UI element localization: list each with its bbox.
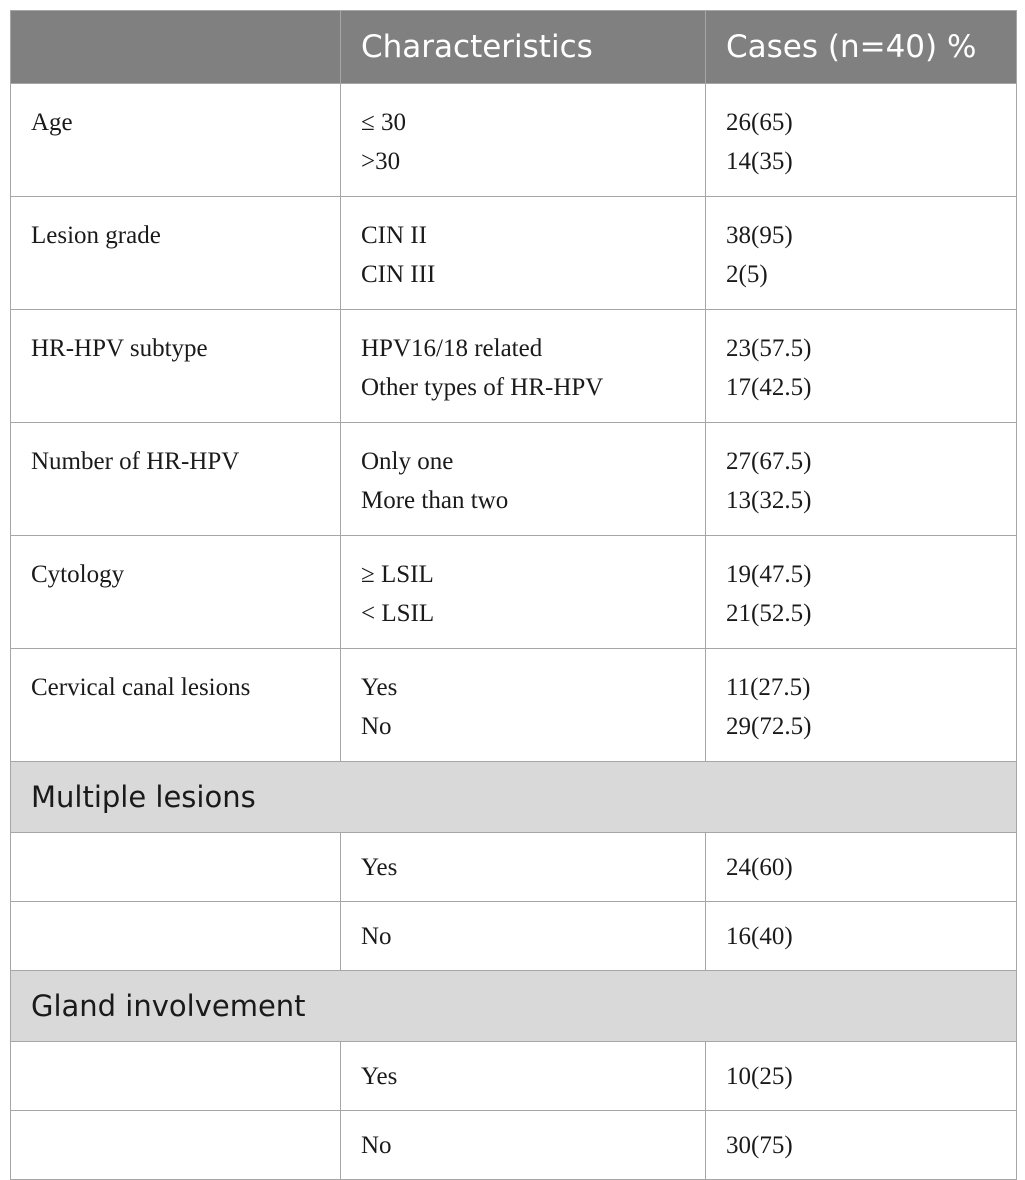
- row-value: 10(25): [706, 1042, 1017, 1111]
- option-line: Yes: [361, 674, 398, 701]
- option-line: No: [361, 713, 392, 740]
- row-label: HR-HPV subtype: [11, 310, 341, 423]
- value-line: 14(35): [726, 148, 793, 175]
- row-option: Yes: [341, 1042, 706, 1111]
- row-options: [341, 84, 706, 197]
- header-empty-cell: [11, 11, 341, 84]
- row-option: No: [341, 902, 706, 971]
- table-row-cervical-canal-lesions: [11, 649, 1017, 762]
- header-row: [11, 11, 1017, 84]
- value-line: 29(72.5): [726, 713, 812, 740]
- section-title: Multiple lesions: [11, 762, 1017, 833]
- row-label: Lesion grade: [11, 197, 341, 310]
- row-value: 24(60): [706, 833, 1017, 902]
- row-value: 30(75): [706, 1111, 1017, 1180]
- characteristics-table: [10, 10, 1017, 1180]
- row-option: Yes: [341, 833, 706, 902]
- table-header: [11, 11, 1017, 84]
- value-line: 27(67.5): [726, 448, 812, 475]
- option-line: CIN III: [361, 261, 436, 288]
- row-options: [341, 423, 706, 536]
- table-body: [11, 84, 1017, 1180]
- row-values: [706, 536, 1017, 649]
- value-line: 13(32.5): [726, 487, 812, 514]
- row-values: [706, 197, 1017, 310]
- option-line: ≤ 30: [361, 109, 406, 136]
- option-line: ≥ LSIL: [361, 561, 434, 588]
- header-cases: Cases (n=40) %: [706, 11, 1017, 84]
- characteristics-table-container: [10, 10, 1016, 1180]
- table-row-number-of-hr-hpv: [11, 423, 1017, 536]
- row-label: Age: [11, 84, 341, 197]
- empty-cell: [11, 833, 341, 902]
- row-values: [706, 649, 1017, 762]
- value-line: 11(27.5): [726, 674, 811, 701]
- table-row-hr-hpv-subtype: [11, 310, 1017, 423]
- row-value: 16(40): [706, 902, 1017, 971]
- table-row-cytology: [11, 536, 1017, 649]
- row-options: [341, 197, 706, 310]
- value-line: 38(95): [726, 222, 793, 249]
- section-title: Gland involvement: [11, 971, 1017, 1042]
- row-label: Cytology: [11, 536, 341, 649]
- option-line: Other types of HR-HPV: [361, 374, 604, 401]
- table-row: [11, 833, 1017, 902]
- table-row-age: [11, 84, 1017, 197]
- row-options: [341, 649, 706, 762]
- empty-cell: [11, 902, 341, 971]
- table-row: [11, 902, 1017, 971]
- table-row: [11, 1111, 1017, 1180]
- row-options: [341, 536, 706, 649]
- table-row-lesion-grade: [11, 197, 1017, 310]
- row-values: [706, 84, 1017, 197]
- row-option: No: [341, 1111, 706, 1180]
- value-line: 19(47.5): [726, 561, 812, 588]
- option-line: >30: [361, 148, 401, 175]
- option-line: Only one: [361, 448, 454, 475]
- header-characteristics: Characteristics: [341, 11, 706, 84]
- section-header-gland-involvement: [11, 971, 1017, 1042]
- empty-cell: [11, 1111, 341, 1180]
- section-header-multiple-lesions: [11, 762, 1017, 833]
- row-label: Number of HR-HPV: [11, 423, 341, 536]
- row-values: [706, 310, 1017, 423]
- option-line: CIN II: [361, 222, 427, 249]
- option-line: More than two: [361, 487, 509, 514]
- value-line: 21(52.5): [726, 600, 812, 627]
- value-line: 23(57.5): [726, 335, 812, 362]
- value-line: 26(65): [726, 109, 793, 136]
- value-line: 2(5): [726, 261, 768, 288]
- table-row: [11, 1042, 1017, 1111]
- option-line: HPV16/18 related: [361, 335, 543, 362]
- row-label: Cervical canal lesions: [11, 649, 341, 762]
- empty-cell: [11, 1042, 341, 1111]
- row-values: [706, 423, 1017, 536]
- row-options: [341, 310, 706, 423]
- option-line: < LSIL: [361, 600, 435, 627]
- value-line: 17(42.5): [726, 374, 812, 401]
